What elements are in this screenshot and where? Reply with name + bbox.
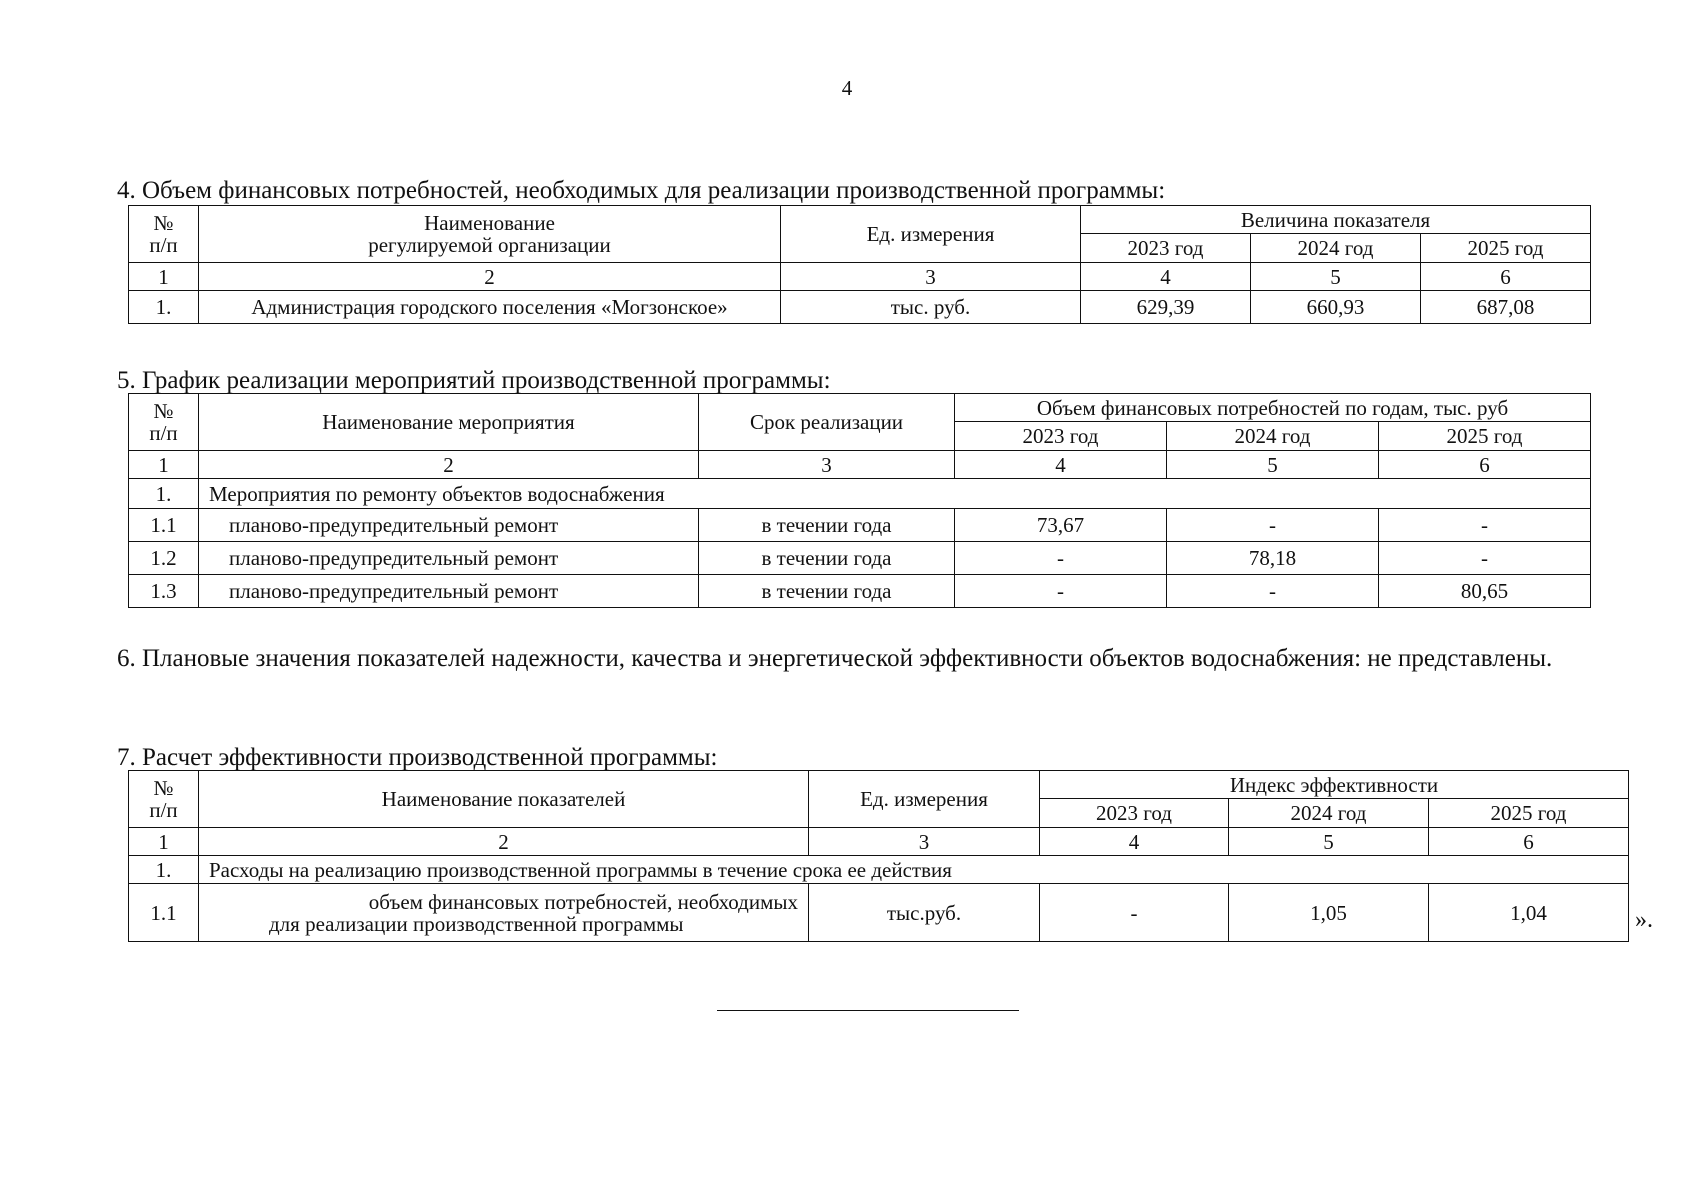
- table-row: [129, 509, 1591, 542]
- column-index: 4: [955, 451, 1167, 479]
- value-2023: -: [955, 542, 1167, 575]
- column-index: 3: [809, 828, 1040, 856]
- end-rule: [717, 1010, 1019, 1011]
- section-5-heading: 5. График реализации мероприятий производственной программы:: [117, 367, 831, 394]
- header-year-2024: 2024 год: [1229, 799, 1429, 828]
- row-number: 1.1: [129, 884, 199, 942]
- row-number: 1.1: [129, 509, 199, 542]
- row-unit: тыс.руб.: [809, 884, 1040, 942]
- group-row: [129, 856, 1629, 884]
- table-row: [129, 542, 1591, 575]
- value-2024: 1,05: [1229, 884, 1429, 942]
- page-number: 4: [841, 76, 853, 100]
- value-2023: -: [1040, 884, 1229, 942]
- value-2025: 687,08: [1421, 291, 1591, 324]
- efficiency-table: [128, 770, 1629, 942]
- section-4-heading: 4. Объем финансовых потребностей, необходимых для реализации производственной программы:: [117, 177, 1166, 204]
- organization-name: Администрация городского поселения «Могзонское»: [199, 291, 781, 324]
- table-row: [129, 884, 1629, 942]
- value-2023: 629,39: [1081, 291, 1251, 324]
- value-2025: -: [1379, 542, 1591, 575]
- column-index: 4: [1081, 263, 1251, 291]
- column-index: 2: [199, 263, 781, 291]
- table-row: [129, 291, 1591, 324]
- column-index: 6: [1379, 451, 1591, 479]
- header-number: № п/п: [129, 206, 199, 263]
- column-index: 1: [129, 263, 199, 291]
- schedule-table: [128, 393, 1591, 608]
- header-year-2025: 2025 год: [1379, 422, 1591, 451]
- header-year-2024: 2024 год: [1167, 422, 1379, 451]
- column-index-row: [129, 451, 1591, 479]
- activity-term: в течении года: [699, 509, 955, 542]
- group-title: Мероприятия по ремонту объектов водоснабжения: [199, 479, 1591, 509]
- indicator-name: объем финансовых потребностей, необходимых для реализации производственной программы: [199, 884, 809, 942]
- value-2023: 73,67: [955, 509, 1167, 542]
- column-index: 2: [199, 451, 699, 479]
- header-financial-needs: Объем финансовых потребностей по годам, тыс. руб: [955, 394, 1591, 422]
- column-index: 4: [1040, 828, 1229, 856]
- header-year-2023: 2023 год: [955, 422, 1167, 451]
- activity-name: планово-предупредительный ремонт: [199, 509, 699, 542]
- value-2024: 78,18: [1167, 542, 1379, 575]
- column-index-row: [129, 263, 1591, 291]
- value-2024: 660,93: [1251, 291, 1421, 324]
- group-title: Расходы на реализацию производственной программы в течение срока ее действия: [199, 856, 1629, 884]
- column-index: 1: [129, 451, 199, 479]
- financial-needs-table: [128, 205, 1591, 324]
- header-year-2025: 2025 год: [1421, 234, 1591, 263]
- column-index: 5: [1251, 263, 1421, 291]
- column-index: 3: [781, 263, 1081, 291]
- header-indicator-value: Величина показателя: [1081, 206, 1591, 234]
- header-efficiency-index: Индекс эффективности: [1040, 771, 1629, 799]
- header-indicator-name: Наименование показателей: [199, 771, 809, 828]
- column-index: 2: [199, 828, 809, 856]
- value-2025: 80,65: [1379, 575, 1591, 608]
- header-unit: Ед. измерения: [781, 206, 1081, 263]
- column-index: 6: [1421, 263, 1591, 291]
- row-number: 1.: [129, 291, 199, 324]
- row-number: 1.2: [129, 542, 199, 575]
- row-number: 1.: [129, 479, 199, 509]
- value-2024: -: [1167, 575, 1379, 608]
- row-unit: тыс. руб.: [781, 291, 1081, 324]
- header-year-2024: 2024 год: [1251, 234, 1421, 263]
- header-organization: Наименование регулируемой организации: [199, 206, 781, 263]
- header-unit: Ед. измерения: [809, 771, 1040, 828]
- row-number: 1.: [129, 856, 199, 884]
- value-2024: -: [1167, 509, 1379, 542]
- closing-quote-mark: ».: [1635, 907, 1653, 933]
- column-index: 6: [1429, 828, 1629, 856]
- activity-term: в течении года: [699, 542, 955, 575]
- activity-name: планово-предупредительный ремонт: [199, 542, 699, 575]
- header-activity-name: Наименование мероприятия: [199, 394, 699, 451]
- value-2025: -: [1379, 509, 1591, 542]
- header-term: Срок реализации: [699, 394, 955, 451]
- table-row: [129, 575, 1591, 608]
- group-row: [129, 479, 1591, 509]
- column-index: 1: [129, 828, 199, 856]
- section-6-paragraph: 6. Плановые значения показателей надежности, качества и энергетической эффективности объектов водоснабжения: не представлены.: [117, 645, 1553, 672]
- header-year-2023: 2023 год: [1040, 799, 1229, 828]
- column-index: 3: [699, 451, 955, 479]
- activity-name: планово-предупредительный ремонт: [199, 575, 699, 608]
- header-number: № п/п: [129, 771, 199, 828]
- activity-term: в течении года: [699, 575, 955, 608]
- section-7-heading: 7. Расчет эффективности производственной программы:: [117, 744, 718, 771]
- row-number: 1.3: [129, 575, 199, 608]
- column-index-row: [129, 828, 1629, 856]
- value-2023: -: [955, 575, 1167, 608]
- value-2025: 1,04: [1429, 884, 1629, 942]
- header-year-2025: 2025 год: [1429, 799, 1629, 828]
- column-index: 5: [1229, 828, 1429, 856]
- header-number: № п/п: [129, 394, 199, 451]
- column-index: 5: [1167, 451, 1379, 479]
- header-year-2023: 2023 год: [1081, 234, 1251, 263]
